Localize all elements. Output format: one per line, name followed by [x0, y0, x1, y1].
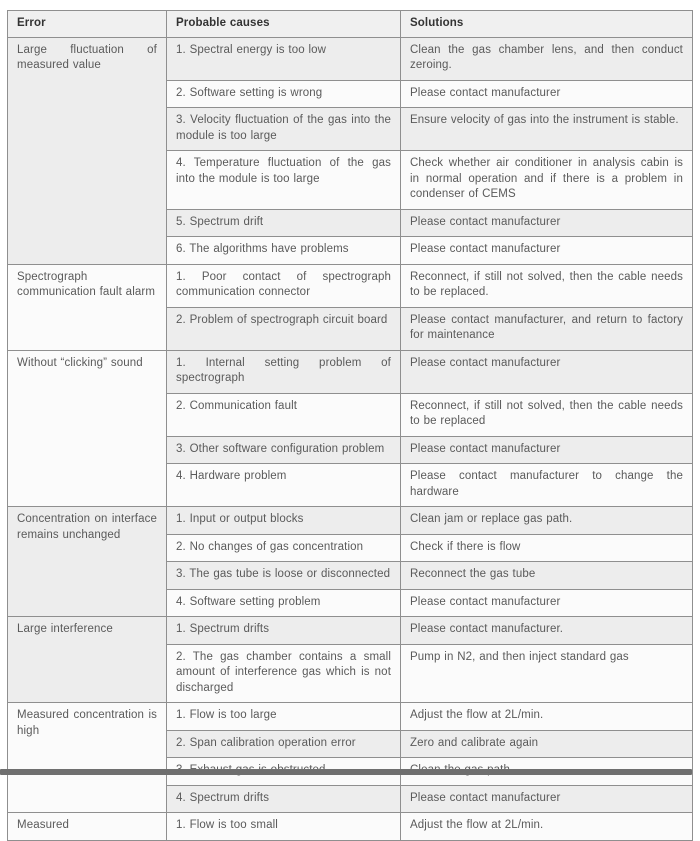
table-row: [8, 264, 693, 307]
table-row: [8, 617, 693, 645]
solution-cell: Adjust the flow at 2L/min.: [401, 703, 693, 731]
solution-cell: Please contact manufacturer: [401, 209, 693, 237]
error-cell: Without “clicking” sound: [8, 350, 167, 507]
cause-cell: 4. Spectrum drifts: [167, 785, 401, 813]
solution-cell: Please contact manufacturer: [401, 785, 693, 813]
column-header-solutions: Solutions: [401, 11, 693, 38]
solution-cell: Pump in N2, and then inject standard gas: [401, 644, 693, 703]
error-cell: Measured concentration is high: [8, 703, 167, 813]
cause-cell: 1. Internal setting problem of spectrograph: [167, 350, 401, 393]
troubleshooting-table: [7, 10, 693, 841]
solution-cell: Ensure velocity of gas into the instrument is stable.: [401, 108, 693, 151]
cause-cell: 2. Span calibration operation error: [167, 730, 401, 758]
table-row: [8, 507, 693, 535]
cause-cell: 1. Spectral energy is too low: [167, 37, 401, 80]
solution-cell: Clean the gas chamber lens, and then conduct zeroing.: [401, 37, 693, 80]
solution-cell: Please contact manufacturer: [401, 80, 693, 108]
solution-cell: Please contact manufacturer: [401, 589, 693, 617]
solution-cell: Clean jam or replace gas path.: [401, 507, 693, 535]
cause-cell: 6. The algorithms have problems: [167, 237, 401, 265]
table-row: [8, 350, 693, 393]
cause-cell: 1. Input or output blocks: [167, 507, 401, 535]
solution-cell: Zero and calibrate again: [401, 730, 693, 758]
cause-cell: 2. Communication fault: [167, 393, 401, 436]
cause-cell: 4. Software setting problem: [167, 589, 401, 617]
solution-cell: Check if there is flow: [401, 534, 693, 562]
cause-cell: 4. Temperature fluctuation of the gas into the module is too large: [167, 151, 401, 210]
cause-cell: 3. Velocity fluctuation of the gas into the module is too large: [167, 108, 401, 151]
column-header-error: Error: [8, 11, 167, 38]
error-cell: Large interference: [8, 617, 167, 703]
solution-cell: Please contact manufacturer, and return to factory for maintenance: [401, 307, 693, 350]
solution-cell: Adjust the flow at 2L/min.: [401, 813, 693, 841]
cause-cell: 2. The gas chamber contains a small amount of interference gas which is not discharged: [167, 644, 401, 703]
solution-cell: Reconnect, if still not solved, then the cable needs to be replaced.: [401, 264, 693, 307]
cause-cell: 5. Spectrum drift: [167, 209, 401, 237]
error-causes-solutions-table: [7, 10, 693, 841]
table-row: [8, 37, 693, 80]
column-header-probable-causes: Probable causes: [167, 11, 401, 38]
solution-cell: Reconnect the gas tube: [401, 562, 693, 590]
cause-cell: 1. Flow is too small: [167, 813, 401, 841]
cause-cell: 3. The gas tube is loose or disconnected: [167, 562, 401, 590]
solution-cell: Please contact manufacturer: [401, 350, 693, 393]
error-cell: Large fluctuation of measured value: [8, 37, 167, 264]
table-row: [8, 703, 693, 731]
cause-cell: 2. No changes of gas concentration: [167, 534, 401, 562]
cause-cell: 3. Other software configuration problem: [167, 436, 401, 464]
solution-cell: Please contact manufacturer: [401, 436, 693, 464]
header-row: [8, 11, 693, 38]
cause-cell: 2. Problem of spectrograph circuit board: [167, 307, 401, 350]
cause-cell: 1. Poor contact of spectrograph communication connector: [167, 264, 401, 307]
error-cell: Spectrograph communication fault alarm: [8, 264, 167, 350]
cause-cell: 4. Hardware problem: [167, 464, 401, 507]
solution-cell: Check whether air conditioner in analysis cabin is in normal operation and if there is a problem in condenser of CEMS: [401, 151, 693, 210]
solution-cell: Please contact manufacturer to change the hardware: [401, 464, 693, 507]
solution-cell: Please contact manufacturer.: [401, 617, 693, 645]
solution-cell: Please contact manufacturer: [401, 237, 693, 265]
clipped-next-row-strip: [0, 769, 692, 775]
cause-cell: 1. Spectrum drifts: [167, 617, 401, 645]
cause-cell: 2. Software setting is wrong: [167, 80, 401, 108]
error-cell: Measured: [8, 813, 167, 841]
cause-cell: 1. Flow is too large: [167, 703, 401, 731]
error-cell: Concentration on interface remains unchanged: [8, 507, 167, 617]
solution-cell: Reconnect, if still not solved, then the cable needs to be replaced: [401, 393, 693, 436]
table-row: [8, 813, 693, 841]
